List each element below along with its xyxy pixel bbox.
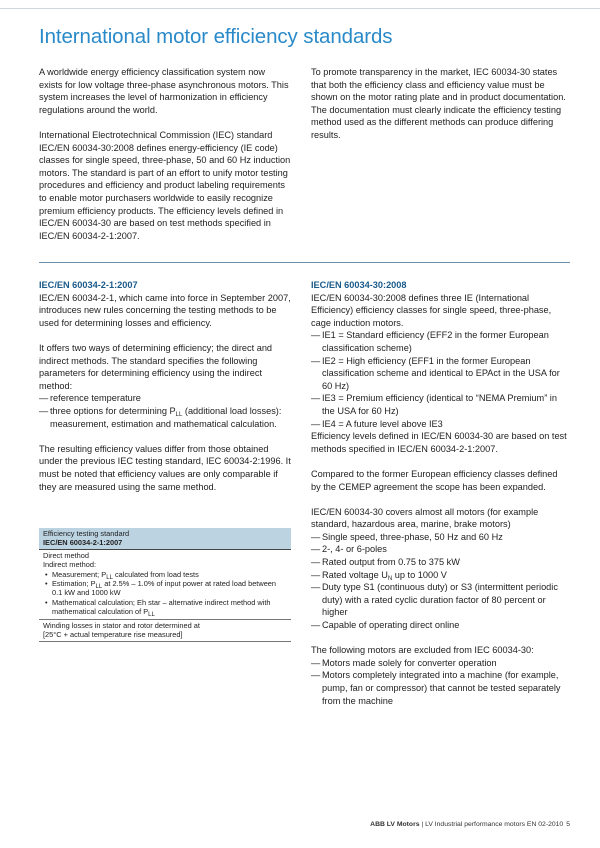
- dash-item: — reference temperature: [39, 393, 141, 404]
- table-header-standard: IEC/EN 60034-2-1:2007: [43, 538, 123, 548]
- body-paragraph: IEC/EN 60034-2-1, which came into force in September 2007, introduces new rules concerning the testing methods to be used for determining losses and efficiency.: [39, 292, 291, 328]
- left-section: [39, 279, 291, 493]
- top-rule: [0, 8, 600, 9]
- body-paragraph: The following motors are excluded from IEC 60034-30:: [311, 645, 534, 656]
- coverage-item: — Capable of operating direct online: [311, 620, 460, 631]
- coverage-item: — Rated voltage $U_N$ up to 1000 V: [311, 569, 447, 582]
- body-paragraph: Efficiency levels defined in IEC/EN 60034-30 are based on test methods specified in IEC/EN 60034-2-1:2007.: [311, 431, 567, 454]
- coverage-item: — Rated output from 0.75 to 375 kW: [311, 557, 460, 568]
- section-divider: [39, 262, 570, 263]
- exclusion-item: — Motors made solely for converter operation: [311, 657, 497, 668]
- ie-class-item: — IE2 = High efficiency (EFF1 in the former European classification scheme and identical to EPAct in the USA for 60 Hz): [311, 355, 560, 391]
- table-cell: Winding losses in stator and rotor determined at: [43, 620, 200, 630]
- coverage-item: — Duty type S1 (continuous duty) or S3 (intermittent periodic duty) with a rated cyclic duration factor of 80 percent or higher: [311, 582, 558, 618]
- bullet-item: • Estimation; $P_{LL}$ at 2.5% – 1.0% of input power at rated load between 0.1 kW and 1000 kW: [45, 579, 277, 598]
- coverage-item: — 2-, 4- or 6-poles: [311, 544, 387, 555]
- exclusion-item: — Motors completely integrated into a machine (for example, pump, fan or compressor) that cannot be tested separately from the machine: [311, 670, 561, 706]
- intro-left-column: [39, 66, 291, 242]
- table-header: [39, 528, 291, 550]
- intro-paragraph: To promote transparency in the market, IEC 60034-30 states that both the efficiency class and efficiency value must be shown on the motor rating plate and in product documentation. The documentation must clearly indicate the efficiency testing method used as the different methods can produce differing results.: [311, 67, 566, 140]
- footer-separator: |: [419, 821, 426, 828]
- table-cell: Direct method: [43, 550, 90, 560]
- page-footer: [370, 821, 570, 828]
- section-heading: IEC/EN 60034-30:2008: [311, 280, 407, 290]
- body-paragraph: The resulting efficiency values differ from those obtained under the previous IEC testing standard, IEC 60034-2:1996. It must be noted that efficiency values are only comparable if they are measured using the same method.: [39, 443, 291, 492]
- dash-item: — three options for determining $P_{LL}$ (additional load losses): measurement, estimation and mathematical calculation.: [39, 405, 282, 429]
- body-paragraph: It offers two ways of determining efficiency; the direct and indirect methods. The standard specifies the following parameters for determining efficiency using the indirect method:: [39, 342, 273, 391]
- section-heading: IEC/EN 60034-2-1:2007: [39, 280, 138, 290]
- table-cell: [25°C + actual temperature rise measured]: [43, 630, 183, 640]
- table-row: [39, 550, 291, 620]
- footer-document: LV Industrial performance motors EN 02-2010: [425, 821, 564, 828]
- body-paragraph: IEC/EN 60034-30 covers almost all motors (for example standard, hazardous area, marine, brake motors): [311, 506, 539, 530]
- intro-paragraph: International Electrotechnical Commission (IEC) standard IEC/EN 60034-30:2008 defines energy-efficiency (IE code) classes for single speed, three-phase, 50 and 60 Hz induction motors. The standard is part of an effort to unify motor testing procedures and efficiency and product labeling requirements to enable motor purchasers worldwide to easily recognize premium efficiency products. The efficiency levels defined in IEC/EN 60034-30 are based on test methods specified in IEC/EN 60034-2-1:2007.: [39, 129, 291, 241]
- intro-right-column: [311, 66, 569, 142]
- body-paragraph: IEC/EN 60034-30:2008 defines three IE (International Efficiency) efficiency classes for single speed, three-phase, cage induction motors.: [311, 292, 552, 328]
- coverage-item: — Single speed, three-phase, 50 Hz and 60 Hz: [311, 531, 503, 542]
- intro-paragraph: A worldwide energy efficiency classification system now exists for low voltage three-phase asynchronous motors. This system increases the level of harmonization in efficiency regulations around the world.: [39, 67, 289, 115]
- right-section: [311, 279, 569, 707]
- bullet-item: • Mathematical calculation; Eh star – alternative indirect method with mathematical calculation of $P_{LL}$: [45, 597, 271, 619]
- table-header-title: Efficiency testing standard: [43, 529, 130, 538]
- ie-class-item: — IE1 = Standard efficiency (EFF2 in the former European classification scheme): [311, 330, 549, 353]
- body-paragraph: Compared to the former European efficiency classes defined by the CEMEP agreement the scope has been expanded.: [311, 468, 558, 492]
- page-title: International motor efficiency standards: [39, 25, 393, 48]
- bullet-item: • Measurement; $P_{LL}$ calculated from load tests: [45, 569, 199, 581]
- ie-class-item: — IE3 = Premium efficiency (identical to “NEMA Premium” in the USA for 60 Hz): [311, 393, 557, 416]
- efficiency-testing-table: [39, 528, 291, 642]
- table-row: [39, 620, 291, 643]
- ie-class-item: — IE4 = A future level above IE3: [311, 418, 443, 429]
- footer-brand: ABB LV Motors: [370, 821, 420, 828]
- page-number: 5: [566, 821, 570, 828]
- table-cell: Indirect method:: [43, 560, 96, 570]
